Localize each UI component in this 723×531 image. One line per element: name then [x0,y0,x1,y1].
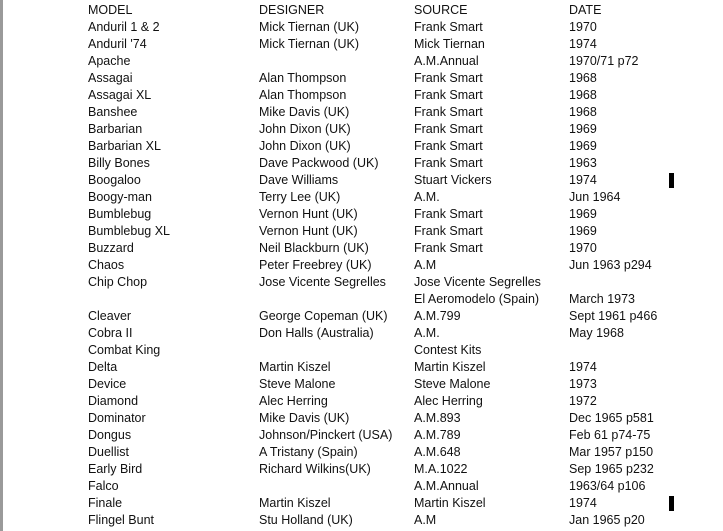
cell-source: Frank Smart [414,88,483,102]
cell-source: A.M. [414,326,440,340]
cell-source: M.A.1022 [414,462,468,476]
cell-date: 1974 [569,496,597,510]
table-row [0,189,723,206]
table-row [0,121,723,138]
cell-date: May 1968 [569,326,624,340]
cell-designer: Vernon Hunt (UK) [259,207,358,221]
cell-source: Frank Smart [414,241,483,255]
table-row [0,342,723,359]
cell-date: 1963 [569,156,597,170]
cell-designer: Alan Thompson [259,88,347,102]
cell-designer: Alan Thompson [259,71,347,85]
cell-date: 1969 [569,139,597,153]
cell-date: 1968 [569,71,597,85]
cell-model: Boogaloo [88,173,141,187]
cell-source: Jose Vicente Segrelles [414,275,541,289]
cell-model: Banshee [88,105,138,119]
cell-date: Dec 1965 p581 [569,411,654,425]
table-row [0,70,723,87]
cell-source: A.M.Annual [414,54,479,68]
table-row [0,172,723,189]
cell-designer: Richard Wilkins(UK) [259,462,371,476]
cell-source: Alec Herring [414,394,483,408]
table-row [0,308,723,325]
cell-date: Sep 1965 p232 [569,462,654,476]
cell-designer: A Tristany (Spain) [259,445,358,459]
cell-source: Martin Kiszel [414,360,486,374]
cell-model: Apache [88,54,131,68]
cell-designer: Don Halls (Australia) [259,326,374,340]
cell-model: Assagai [88,71,133,85]
cell-model: Early Bird [88,462,143,476]
table-header-row [0,0,723,19]
table-row [0,257,723,274]
cell-date: 1969 [569,224,597,238]
cell-source: Contest Kits [414,343,482,357]
row-marker [669,172,674,189]
cell-date: 1974 [569,173,597,187]
cell-source: A.M.893 [414,411,461,425]
cell-date: 1970/71 p72 [569,54,639,68]
cell-model: Dominator [88,411,146,425]
cell-designer: Peter Freebrey (UK) [259,258,372,272]
table-row [0,512,723,529]
cell-model: Barbarian [88,122,143,136]
row-marker [669,495,674,512]
cell-date: 1968 [569,88,597,102]
cell-date: 1972 [569,394,597,408]
cell-date: Mar 1957 p150 [569,445,654,459]
table-row [0,359,723,376]
cell-date: 1973 [569,377,597,391]
cell-model: Billy Bones [88,156,150,170]
cell-date: March 1973 [569,292,636,306]
cell-designer: Mick Tiernan (UK) [259,37,360,51]
header-model: MODEL [88,3,133,17]
table-row [0,36,723,53]
cell-model: Cobra II [88,326,133,340]
table-row [0,223,723,240]
cell-designer: John Dixon (UK) [259,139,351,153]
cell-model: Bumblebug XL [88,224,171,238]
cell-source: Frank Smart [414,156,483,170]
cell-designer: Mick Tiernan (UK) [259,20,360,34]
cell-date: 1969 [569,122,597,136]
table-row [0,376,723,393]
table-row [0,53,723,70]
table-row [0,427,723,444]
cell-source: A.M.648 [414,445,461,459]
cell-designer: Martin Kiszel [259,496,331,510]
cell-source: Frank Smart [414,71,483,85]
table-row [0,461,723,478]
cell-date: 1974 [569,37,597,51]
table-row [0,444,723,461]
table-row [0,19,723,36]
cell-model: Chip Chop [88,275,148,289]
table-row [0,495,723,512]
cell-designer: Dave Packwood (UK) [259,156,379,170]
cell-source: Stuart Vickers [414,173,492,187]
cell-date: 1963/64 p106 [569,479,646,493]
cell-designer: Mike Davis (UK) [259,411,350,425]
header-date: DATE [569,3,602,17]
cell-source: Frank Smart [414,105,483,119]
cell-designer: Dave Williams [259,173,339,187]
cell-source: El Aeromodelo (Spain) [414,292,540,306]
header-designer: DESIGNER [259,3,325,17]
cell-source: Mick Tiernan [414,37,485,51]
cell-model: Finale [88,496,123,510]
cell-model: Delta [88,360,118,374]
cell-model: Boogy-man [88,190,152,204]
cell-source: Frank Smart [414,207,483,221]
table-row [0,240,723,257]
cell-designer: George Copeman (UK) [259,309,388,323]
cell-model: Duellist [88,445,129,459]
cell-designer: Alec Herring [259,394,328,408]
table-row [0,291,723,308]
cell-source: A.M [414,513,437,527]
cell-model: Cleaver [88,309,132,323]
cell-model: Diamond [88,394,139,408]
cell-model: Dongus [88,428,132,442]
cell-designer: John Dixon (UK) [259,122,351,136]
cell-model: Barbarian XL [88,139,161,153]
table-row [0,325,723,342]
header-source: SOURCE [414,3,468,17]
cell-source: A.M.799 [414,309,461,323]
cell-model: Combat King [88,343,161,357]
cell-designer: Mike Davis (UK) [259,105,350,119]
cell-designer: Terry Lee (UK) [259,190,341,204]
table-row [0,410,723,427]
table-row [0,393,723,410]
cell-date: 1974 [569,360,597,374]
cell-date: 1970 [569,241,597,255]
cell-model: Anduril '74 [88,37,147,51]
cell-designer: Steve Malone [259,377,336,391]
cell-date: 1968 [569,105,597,119]
cell-date: Jun 1964 [569,190,621,204]
cell-designer: Stu Holland (UK) [259,513,353,527]
cell-date: Feb 61 p74-75 [569,428,651,442]
cell-designer: Jose Vicente Segrelles [259,275,386,289]
table-row [0,155,723,172]
cell-model: Device [88,377,127,391]
cell-model: Chaos [88,258,125,272]
cell-source: A.M. [414,190,440,204]
table-row [0,478,723,495]
cell-date: Jan 1965 p20 [569,513,645,527]
table-row [0,138,723,155]
table-row [0,206,723,223]
cell-date: Sept 1961 p466 [569,309,658,323]
table-row [0,87,723,104]
cell-source: Frank Smart [414,224,483,238]
cell-source: Frank Smart [414,122,483,136]
cell-designer: Johnson/Pinckert (USA) [259,428,393,442]
cell-source: Steve Malone [414,377,491,391]
cell-source: Frank Smart [414,139,483,153]
cell-source: Frank Smart [414,20,483,34]
table-row [0,104,723,121]
cell-designer: Neil Blackburn (UK) [259,241,369,255]
cell-date: 1969 [569,207,597,221]
cell-model: Assagai XL [88,88,152,102]
cell-designer: Vernon Hunt (UK) [259,224,358,238]
cell-model: Flingel Bunt [88,513,155,527]
table-row [0,274,723,291]
cell-designer: Martin Kiszel [259,360,331,374]
cell-source: Martin Kiszel [414,496,486,510]
cell-model: Buzzard [88,241,134,255]
cell-model: Bumblebug [88,207,152,221]
cell-source: A.M.Annual [414,479,479,493]
cell-source: A.M.789 [414,428,461,442]
cell-source: A.M [414,258,437,272]
cell-model: Falco [88,479,119,493]
cell-model: Anduril 1 & 2 [88,20,160,34]
table-body [0,19,723,529]
cell-date: Jun 1963 p294 [569,258,652,272]
cell-date: 1970 [569,20,597,34]
